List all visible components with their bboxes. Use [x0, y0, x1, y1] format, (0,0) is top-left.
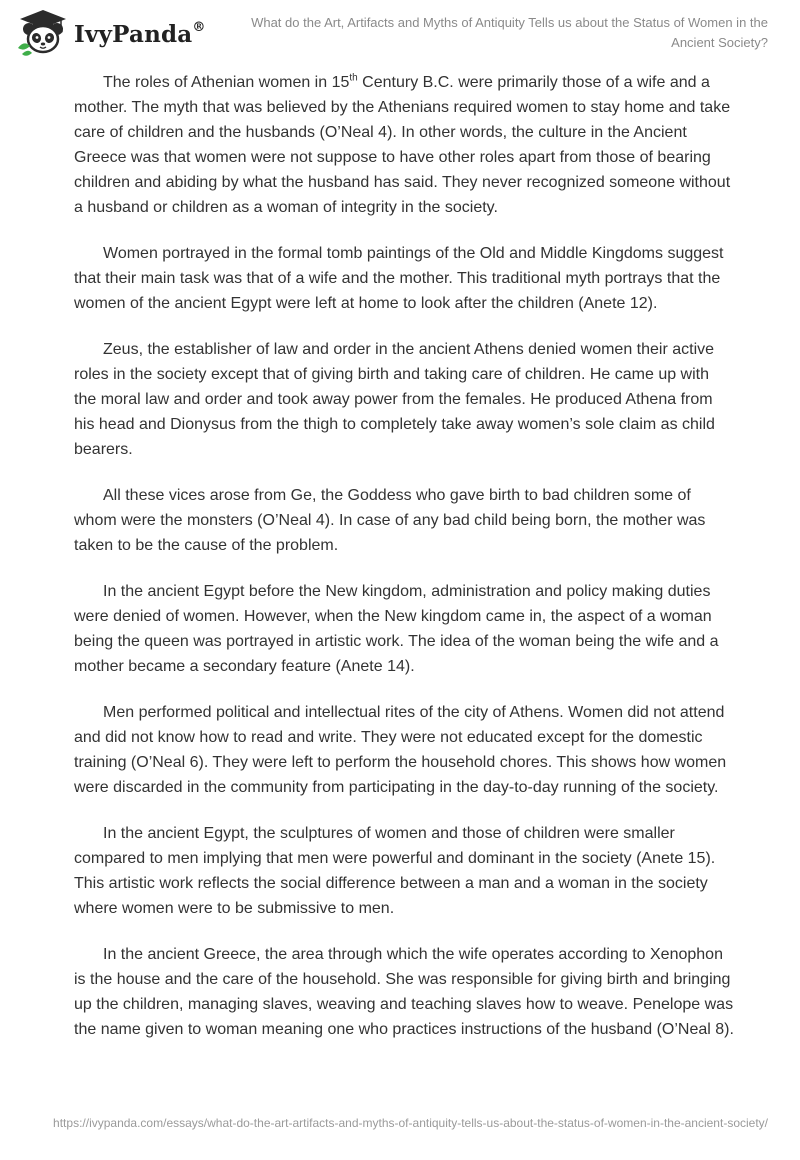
paragraph-6: Men performed political and intellectual rites of the city of Athens. Women did not attend and did not know how to read and write. They were not educated except for the domestic training (O’Neal 6). They were left to perform the household chores. This shows how women were discarded in the community from participating in the day-to-day running of the society.	[74, 704, 727, 796]
page-header	[0, 0, 800, 60]
paragraph-2: Women portrayed in the formal tomb paintings of the Old and Middle Kingdoms suggest that their main task was that of a wife and the mother. This traditional myth portrays that the women of the ancient Egypt were left at home to look after the children (Anete 12).	[74, 245, 724, 312]
paragraph-7: In the ancient Egypt, the sculptures of women and those of children were smaller compared to men implying that men were powerful and dominant in the society (Anete 15). This artistic work reflects the social difference between a man and a woman in the society where women were to be submissive to men.	[74, 825, 716, 917]
paragraph-3: Zeus, the establisher of law and order in the ancient Athens denied women their active roles in the society except that of giving birth and taking care of children. He came up with the moral law and order and took away power from the females. He produced Athena from his head and Dionysus from the thigh to completely take away women’s sole claim as child bearers.	[74, 341, 715, 458]
paragraph-5: In the ancient Egypt before the New kingdom, administration and policy making duties were denied of women. However, when the New kingdom came in, the aspect of a woman being the queen was portrayed in artistic work. The idea of the woman being the wife and a mother became a secondary feature (Anete 14).	[74, 583, 719, 675]
document-title: What do the Art, Artifacts and Myths of Antiquity Tells us about the Status of Women in the Ancient Society?	[251, 15, 768, 50]
logo-text: IvyPanda®	[74, 19, 206, 48]
panda-graduate-icon	[16, 8, 70, 56]
registered-mark: ®	[192, 19, 206, 35]
ivypanda-logo[interactable]	[16, 8, 206, 56]
paragraph-4: All these vices arose from Ge, the Goddess who gave birth to bad children some of whom were the monsters (O’Neal 4). In case of any bad child being born, the mother was taken to be the cause of the problem.	[74, 487, 706, 554]
paragraph-8: In the ancient Greece, the area through which the wife operates according to Xenophon is the house and the care of the household. She was responsible for giving birth and bringing up the children, managing slaves, weaving and teaching slaves how to weave. Penelope was the name given to woman meaning one who practices instructions of the husband (O’Neal 8).	[74, 946, 734, 1038]
source-url-link[interactable]: https://ivypanda.com/essays/what-do-the-art-artifacts-and-myths-of-antiquity-tells-us-about-the-status-of-women-in-the-ancient-society/	[53, 1116, 768, 1130]
essay-body	[74, 70, 734, 1063]
paragraph-1: The roles of Athenian women in 15th Century B.C. were primarily those of a wife and a mother. The myth that was believed by the Athenians required women to stay home and take care of children and the husbands (O’Neal 4). In other words, the culture in the Ancient Greece was that women were not suppose to have other roles apart from those of bearing children and abiding by what the husband has said. They never recognized someone without a husband or children as a woman of integrity in the society.	[74, 72, 731, 216]
